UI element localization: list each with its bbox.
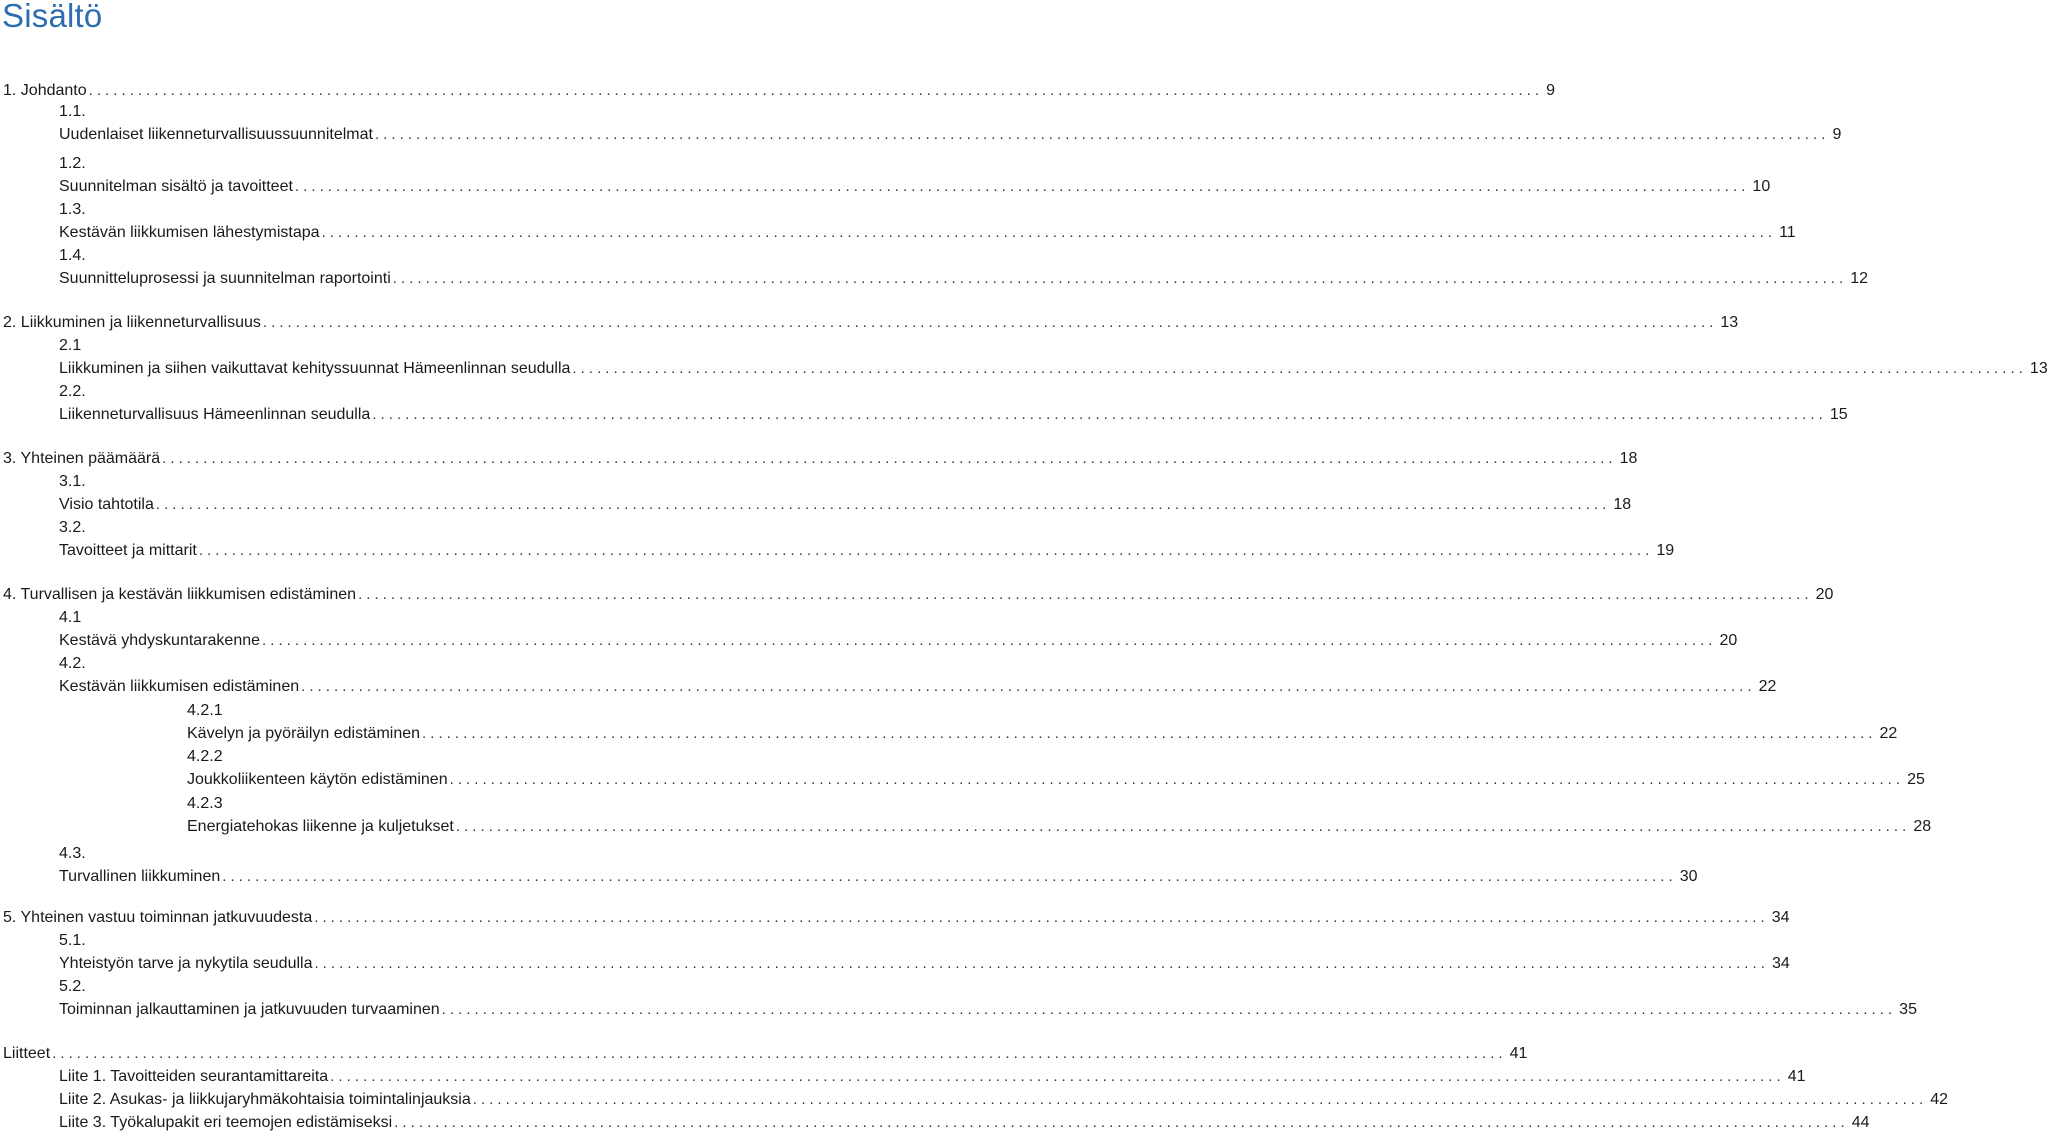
toc-entry-1-4[interactable] — [59, 268, 1869, 290]
toc-entry-liite-3-työkalupakit-eri-teemojen-edistämiseksi[interactable] — [59, 1112, 1870, 1134]
toc-entry-5-1[interactable] — [59, 953, 1790, 975]
toc-entry-title: 3. Yhteinen päämäärä — [3, 450, 161, 467]
toc-page-number: 20 — [1815, 586, 1834, 603]
toc-page-number: 41 — [1509, 1045, 1528, 1062]
dot-leader: ................................................................................................................................................................................. — [262, 314, 1718, 331]
toc-entry-title: Tavoitteet ja mittarit — [59, 542, 197, 559]
dot-leader: ................................................................................................................................................................................. — [572, 360, 2027, 377]
dot-leader: ................................................................................................................................................................................. — [52, 1045, 1507, 1062]
dot-leader: ................................................................................................................................................................................. — [155, 496, 1611, 513]
dot-leader: ................................................................................................................................................................................. — [314, 909, 1769, 926]
toc-section-number: 1.1. — [59, 103, 86, 120]
toc-page-number: 22 — [1758, 678, 1777, 695]
toc-page-number: 22 — [1879, 725, 1898, 742]
dot-leader: ................................................................................................................................................................................. — [422, 725, 1877, 742]
toc-entry-title: Kestävän liikkumisen edistäminen — [59, 678, 300, 695]
toc-section-number: 4.2. — [59, 655, 86, 672]
toc-entry-5-2[interactable] — [59, 999, 1917, 1021]
dot-leader: ................................................................................................................................................................................. — [301, 678, 1756, 695]
dot-leader: ................................................................................................................................................................................. — [455, 818, 1911, 835]
toc-entry-title: Suunnitelman sisältö ja tavoitteet — [59, 178, 293, 195]
toc-entry-3-1[interactable] — [59, 494, 1632, 516]
dot-leader: ................................................................................................................................................................................. — [441, 1001, 1897, 1018]
toc-page-number: 9 — [1546, 82, 1556, 99]
toc-entry-4-turvallisen-ja-kestävän-liikkumisen-edistäminen[interactable] — [3, 584, 1834, 606]
toc-page-number: 30 — [1679, 868, 1698, 885]
dot-leader: ................................................................................................................................................................................. — [449, 771, 1905, 788]
page-title: Sisältö — [2, 0, 103, 34]
toc-entry-liitteet[interactable] — [3, 1043, 1528, 1065]
toc-entry-title: Visio tahtotila — [59, 496, 154, 513]
toc-entry-title: 4. Turvallisen ja kestävän liikkumisen edistäminen — [3, 586, 357, 603]
toc-entry-1-johdanto[interactable] — [3, 80, 1556, 102]
toc-page-number: 19 — [1656, 542, 1675, 559]
dot-leader: ................................................................................................................................................................................. — [372, 406, 1827, 423]
toc-section-number: 3.2. — [59, 519, 86, 536]
toc-page-number: 15 — [1829, 406, 1848, 423]
dot-leader: ................................................................................................................................................................................. — [321, 224, 1777, 241]
dot-leader: ................................................................................................................................................................................. — [330, 1068, 1785, 1085]
toc-page-number: 34 — [1771, 955, 1790, 972]
toc-section-number: 4.2.3 — [187, 795, 223, 812]
toc-entry-title: Liitteet — [3, 1045, 51, 1062]
toc-entry-title: Uudenlaiset liikenneturvallisuussuunnitelmat — [59, 126, 373, 143]
dot-leader: ................................................................................................................................................................................. — [374, 126, 1830, 143]
toc-entry-3-yhteinen-päämäärä[interactable] — [3, 448, 1638, 470]
toc-section-number: 5.1. — [59, 932, 86, 949]
dot-leader: ................................................................................................................................................................................. — [262, 632, 1717, 649]
dot-leader: ................................................................................................................................................................................. — [294, 178, 1750, 195]
toc-section-number: 3.1. — [59, 473, 86, 490]
toc-section-number: 4.2.2 — [187, 748, 223, 765]
toc-entry-title: Kävelyn ja pyöräilyn edistäminen — [187, 725, 421, 742]
toc-entry-title: Suunnitteluprosessi ja suunnitelman raportointi — [59, 270, 391, 287]
toc-page-number: 34 — [1771, 909, 1790, 926]
toc-entry-title: Liikkuminen ja siihen vaikuttavat kehityssuunnat Hämeenlinnan seudulla — [59, 360, 571, 377]
toc-page-number: 28 — [1913, 818, 1932, 835]
toc-entry-1-2[interactable] — [59, 176, 1771, 198]
toc-page-number: 25 — [1907, 771, 1925, 788]
toc-entry-4-2-2[interactable] — [187, 769, 1925, 791]
toc-entry-title: Kestävä yhdyskuntarakenne — [59, 632, 261, 649]
toc-entry-2-2[interactable] — [59, 404, 1848, 426]
toc-entry-title: Joukkoliikenteen käytön edistäminen — [187, 771, 448, 788]
toc-page-number: 44 — [1851, 1114, 1870, 1131]
toc-entry-4-2-1[interactable] — [187, 723, 1898, 745]
toc-entry-liite-1-tavoitteiden-seurantamittareita[interactable] — [59, 1066, 1806, 1088]
toc-entry-3-2[interactable] — [59, 540, 1675, 562]
dot-leader: ................................................................................................................................................................................. — [392, 270, 1848, 287]
toc-entry-1-3[interactable] — [59, 222, 1796, 244]
toc-section-number: 5.2. — [59, 978, 86, 995]
dot-leader: ................................................................................................................................................................................. — [162, 450, 1617, 467]
toc-section-number: 2.1 — [59, 337, 82, 354]
toc-section-number: 4.2.1 — [187, 702, 223, 719]
dot-leader: ................................................................................................................................................................................. — [358, 586, 1813, 603]
toc-entry-2-liikkuminen-ja-liikenneturvallisuus[interactable] — [3, 312, 1739, 334]
toc-entry-title: Toiminnan jalkauttaminen ja jatkuvuuden turvaaminen — [59, 1001, 440, 1018]
toc-entry-title: Liite 3. Työkalupakit eri teemojen edistämiseksi — [59, 1114, 393, 1131]
toc-page-number: 13 — [2029, 360, 2048, 377]
toc-entry-2-1[interactable] — [59, 358, 2048, 380]
toc-section-number: 1.3. — [59, 201, 86, 218]
toc-entry-title: 1. Johdanto — [3, 82, 87, 99]
toc-entry-4-1[interactable] — [59, 630, 1738, 652]
toc-entry-liite-2-asukas-ja-liikkujaryhmäkohtaisia-toimintalinjauksia[interactable] — [59, 1089, 1949, 1111]
toc-section-number: 1.4. — [59, 247, 86, 264]
toc-entry-4-2[interactable] — [59, 676, 1777, 698]
toc-page-number: 20 — [1719, 632, 1738, 649]
toc-entry-title: Liite 2. Asukas- ja liikkujaryhmäkohtaisia toimintalinjauksia — [59, 1091, 471, 1108]
toc-entry-4-3[interactable] — [59, 866, 1698, 888]
toc-entry-title: Liite 1. Tavoitteiden seurantamittareita — [59, 1068, 329, 1085]
toc-entry-title: Kestävän liikkumisen lähestymistapa — [59, 224, 320, 241]
toc-page-number: 13 — [1720, 314, 1739, 331]
toc-page-number: 41 — [1787, 1068, 1806, 1085]
toc-entry-title: 5. Yhteinen vastuu toiminnan jatkuvuudesta — [3, 909, 313, 926]
toc-section-number: 2.2. — [59, 383, 86, 400]
toc-page-number: 18 — [1619, 450, 1638, 467]
toc-entry-title: Liikenneturvallisuus Hämeenlinnan seudulla — [59, 406, 371, 423]
toc-page-number: 10 — [1752, 178, 1771, 195]
toc-page-number: 42 — [1930, 1091, 1949, 1108]
toc-page-number: 9 — [1832, 126, 1842, 143]
dot-leader: ................................................................................................................................................................................. — [472, 1091, 1928, 1108]
toc-entry-5-yhteinen-vastuu-toiminnan-jatkuvuudesta[interactable] — [3, 907, 1790, 929]
toc-entry-4-2-3[interactable] — [187, 816, 1932, 838]
toc-page-number: 18 — [1613, 496, 1632, 513]
toc-entry-title: 2. Liikkuminen ja liikenneturvallisuus — [3, 314, 261, 331]
dot-leader: ................................................................................................................................................................................. — [222, 868, 1677, 885]
toc-section-number: 4.3. — [59, 845, 86, 862]
toc-entry-1-1[interactable] — [59, 124, 1842, 146]
toc-page-number: 11 — [1779, 224, 1796, 241]
toc-entry-title: Turvallinen liikkuminen — [59, 868, 221, 885]
toc-section-number: 4.1 — [59, 609, 82, 626]
toc-page-number: 35 — [1899, 1001, 1917, 1018]
dot-leader: ................................................................................................................................................................................. — [198, 542, 1654, 559]
dot-leader: ................................................................................................................................................................................. — [314, 955, 1769, 972]
dot-leader: ................................................................................................................................................................................. — [394, 1114, 1849, 1131]
toc-entry-title: Yhteistyön tarve ja nykytila seudulla — [59, 955, 313, 972]
toc-section-number: 1.2. — [59, 155, 86, 172]
toc-page-number: 12 — [1850, 270, 1869, 287]
dot-leader: ................................................................................................................................................................................. — [88, 82, 1544, 99]
toc-entry-title: Energiatehokas liikenne ja kuljetukset — [187, 818, 454, 835]
